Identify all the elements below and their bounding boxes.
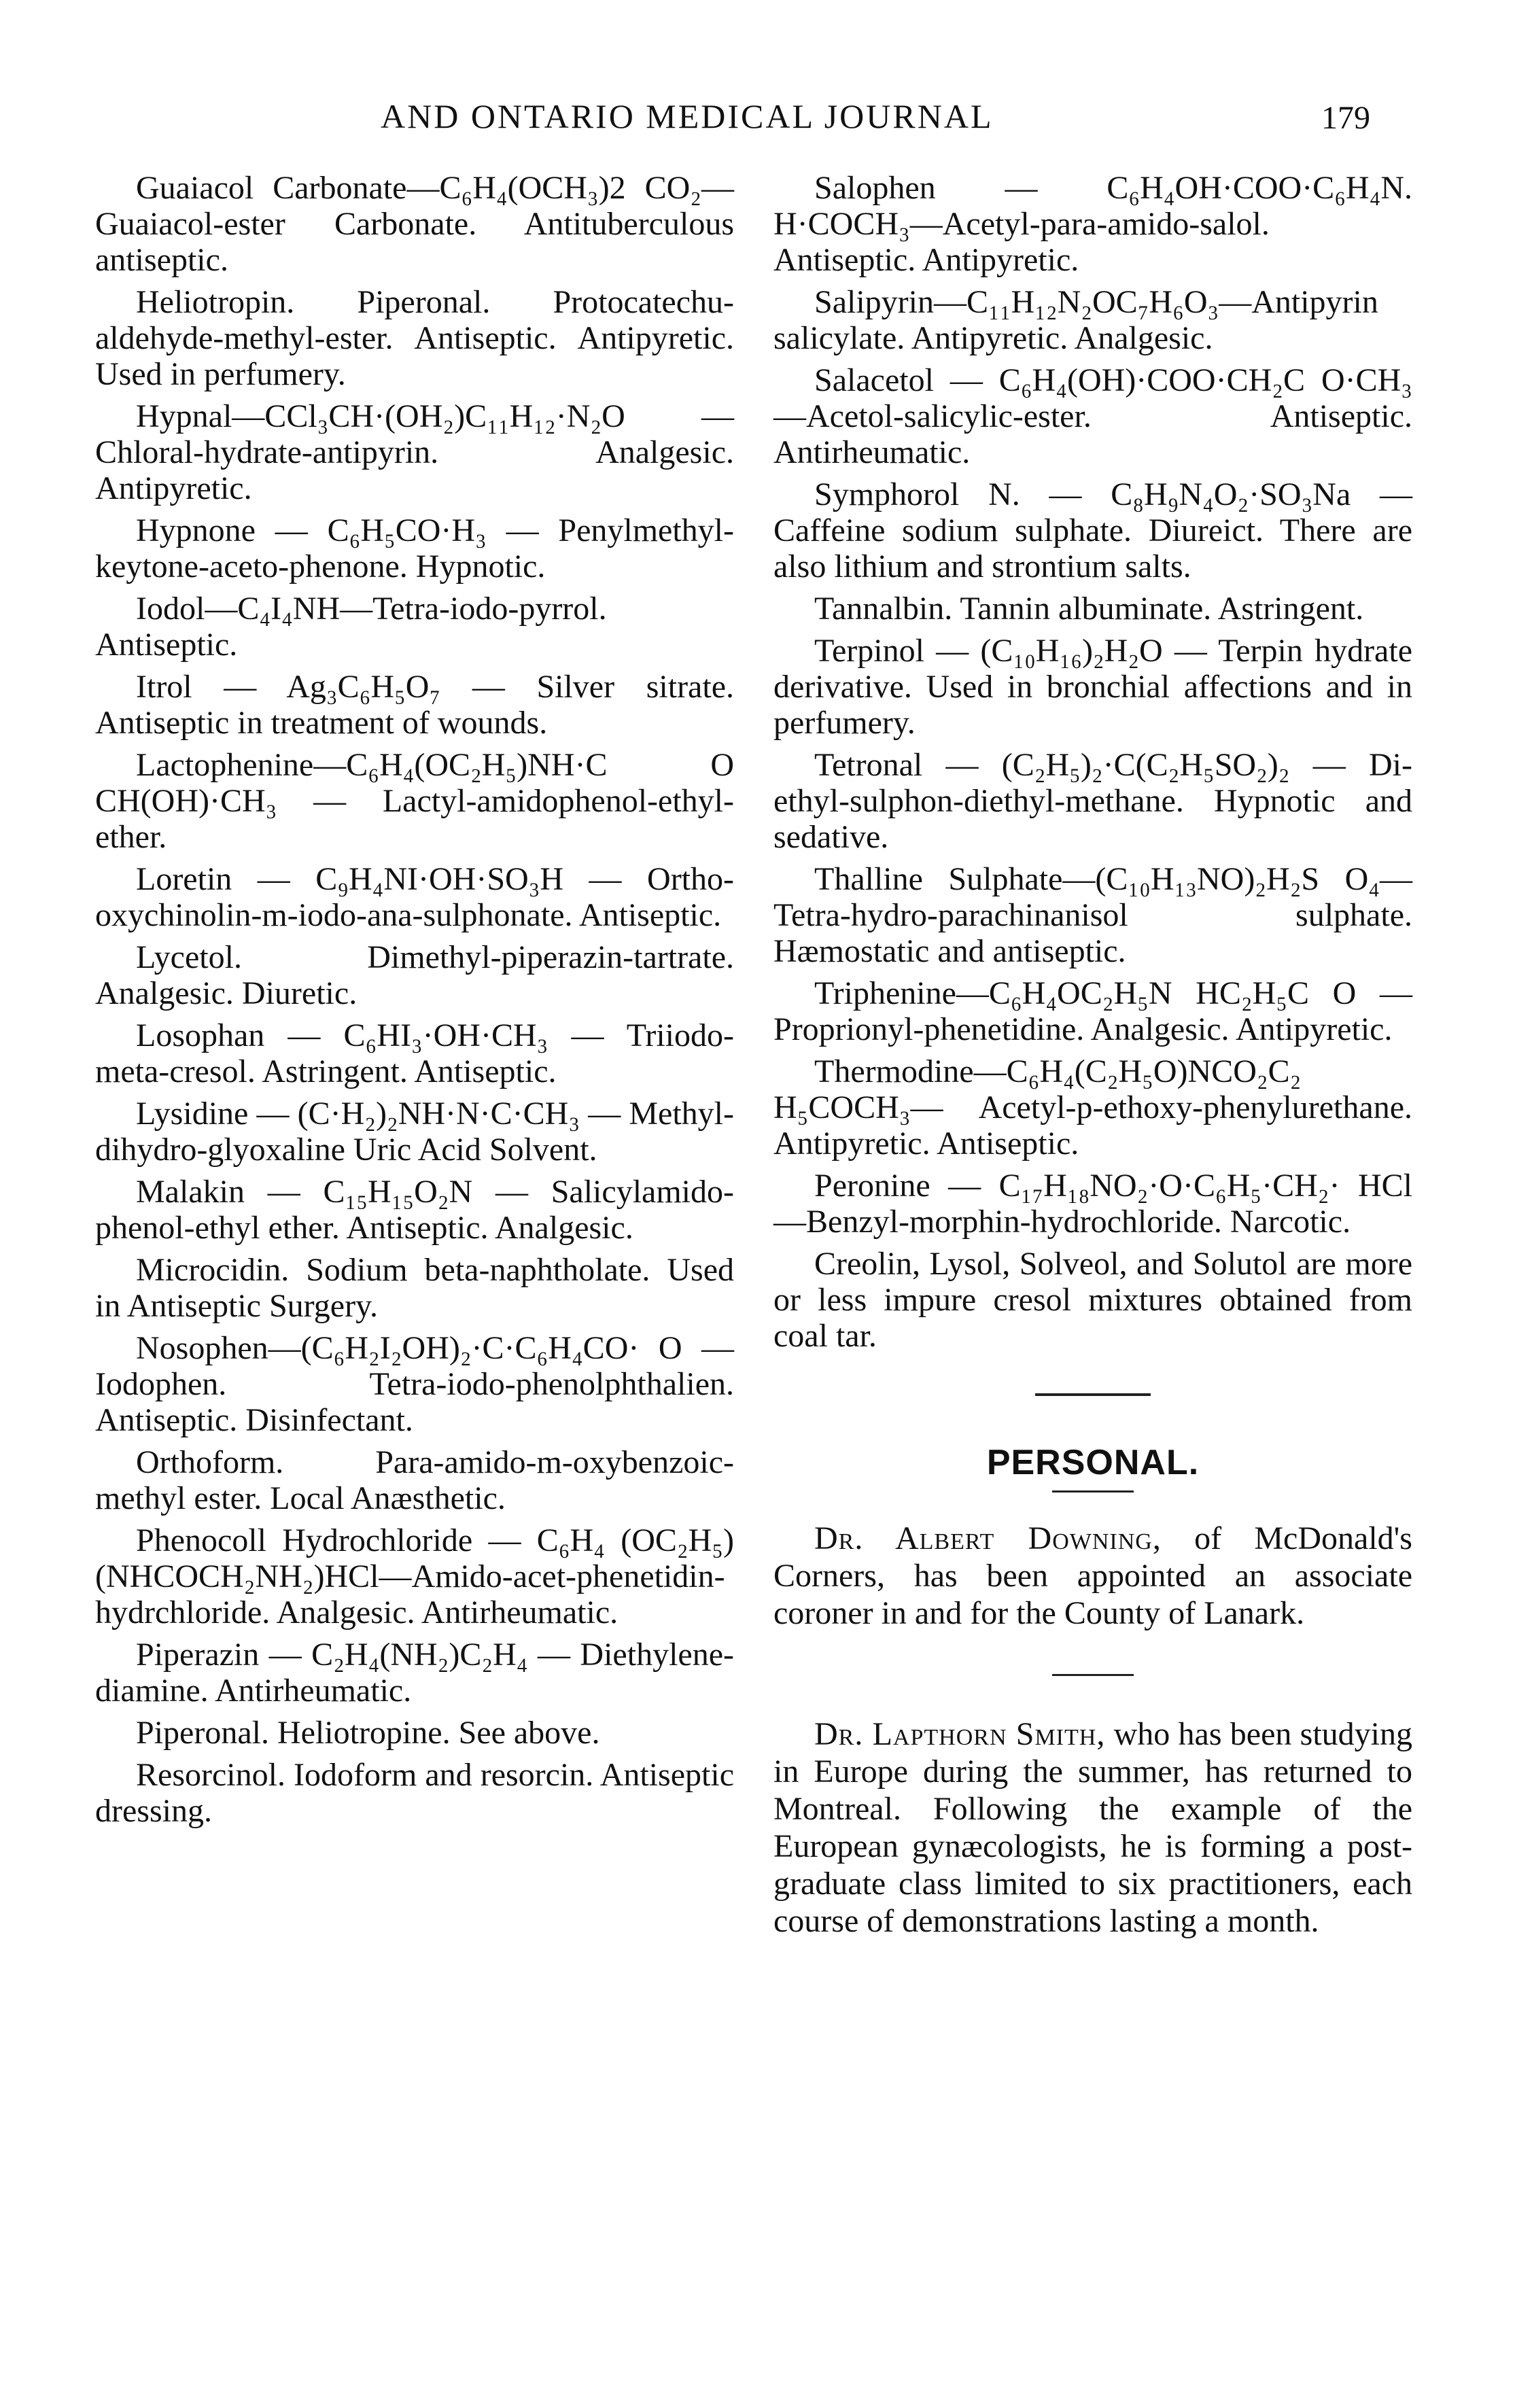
drug-entry: Salacetol — C₆H₄(OH)·COO·CH₂C O·CH₃—Acetol-salicylic-ester. Antiseptic. Antirheumatic. [773, 362, 1412, 470]
drug-entry: Nosophen—(C₆H₂I₂OH)₂·C·C₆H₄CO· O — Iodophen. Tetra-iodo-phenolphthalien. Antiseptic. Disinfectant. [95, 1330, 734, 1438]
drug-entry: Iodol—C₄I₄NH—Tetra-iodo-pyrrol. Antiseptic. [95, 591, 607, 663]
drug-entry: Lysidine — (C·H₂)₂NH·N·C·CH₃ — Methyl-dihydro-glyoxaline Uric Acid Solvent. [95, 1096, 734, 1168]
person-name: Dr. Albert Downing, [814, 1520, 1162, 1556]
drug-entry: Lycetol. Dimethyl-piperazin-tartrate. Analgesic. Diuretic. [95, 939, 734, 1011]
drug-entry: Resorcinol. Iodoform and resorcin. Antiseptic dressing. [95, 1757, 734, 1829]
person-name: Dr. Lapthorn Smith, [814, 1716, 1106, 1752]
drug-entry: Piperazin — C₂H₄(NH₂)C₂H₄ — Diethylene-diamine. Antirheumatic. [95, 1637, 734, 1709]
right-column [773, 170, 1412, 1940]
drug-entry: Tetronal — (C₂H₅)₂·C(C₂H₅SO₂)₂ — Di-ethyl-sulphon-diethyl-methane. Hypnotic and sedative. [773, 747, 1412, 855]
drug-entry: Thermodine—C₆H₄(C₂H₅O)NCO₂C₂ H₅COCH₃— Acetyl-p-ethoxy-phenylurethane. Antipyretic. Antiseptic. [773, 1053, 1412, 1162]
personal-heading: PERSONAL. [986, 1443, 1200, 1482]
drug-entry: Guaiacol Carbonate—C₆H₄(OCH₃)2 CO₂—Guaiacol-ester Carbonate. Antituberculous antiseptic. [95, 170, 734, 278]
section-divider [1035, 1393, 1151, 1396]
heading-underline [1052, 1490, 1134, 1493]
drug-entry: Lactophenine—C₆H₄(OC₂H₅)NH·C O CH(OH)·CH₃ — Lactyl-amidophenol-ethyl-ether. [95, 747, 734, 855]
drug-entry: Hypnal—CCl₃CH·(OH₂)C₁₁H₁₂·N₂O —Chloral-hydrate-antipyrin. Analgesic. Antipyretic. [95, 398, 734, 506]
drug-entry: Creolin, Lysol, Solveol, and Solutol are more or less impure cresol mixtures obtained from coal tar. [773, 1246, 1412, 1354]
drug-entry: Microcidin. Sodium beta-naphtholate. Used in Antiseptic Surgery. [95, 1252, 734, 1324]
personal-item-text: of McDonald's Corners, has been appointed an associate coroner in and for the County of Lanark. [773, 1520, 1412, 1631]
left-column [95, 170, 734, 1835]
item-divider [1052, 1674, 1134, 1676]
drug-entry: Triphenine—C₆H₄OC₂H₅N HC₂H₅C O — Proprionyl-phenetidine. Analgesic. Antipyretic. [773, 975, 1412, 1047]
drug-entry: Tannalbin. Tannin albuminate. Astringent. [814, 591, 1364, 627]
drug-entry: Itrol — Ag₃C₆H₅O₇ — Silver sitrate. Antiseptic in treatment of wounds. [95, 669, 734, 741]
drug-entry: Peronine — C₁₇H₁₈NO₂·O·C₆H₅·CH₂· HCl—Benzyl-morphin-hydrochloride. Narcotic. [773, 1168, 1412, 1240]
drug-entry: Losophan — C₆HI₃·OH·CH₃ — Triiodo-meta-cresol. Astringent. Antiseptic. [95, 1017, 734, 1089]
drug-entry: Piperonal. Heliotropine. See above. [136, 1715, 600, 1751]
drug-entry: Symphorol N. — C₈H₉N₄O₂·SO₃Na —Caffeine sodium sulphate. Diureict. There are also lithium and strontium salts. [773, 476, 1412, 584]
drug-entry: Heliotropin. Piperonal. Protocatechu-aldehyde-methyl-ester. Antiseptic. Antipyretic. Used in perfumery. [95, 284, 734, 392]
drug-entry: Malakin — C₁₅H₁₅O₂N — Salicylamido-phenol-ethyl ether. Antiseptic. Analgesic. [95, 1174, 734, 1246]
drug-entry: Terpinol — (C₁₀H₁₆)₂H₂O — Terpin hydrate derivative. Used in bronchial affections and in perfumery. [773, 633, 1412, 741]
drug-entry: Salophen — C₆H₄OH·COO·C₆H₄N. H·COCH₃—Acetyl-para-amido-salol. Antiseptic. Antipyretic. [773, 170, 1412, 278]
personal-item [773, 1520, 1412, 1632]
personal-item-text: who has been studying in Europe during the summer, has returned to Montreal. Following the example of the European gynæcologists, he is forming a post-graduate class limited to six practitioners, each course of demonstrations lasting a month. [773, 1716, 1413, 1939]
running-title: AND ONTARIO MEDICAL JOURNAL [381, 97, 994, 135]
drug-entry: Orthoform. Para-amido-m-oxybenzoic-methyl ester. Local Anæsthetic. [95, 1444, 734, 1516]
page-number: 179 [1321, 100, 1370, 136]
drug-entry: Salipyrin—C₁₁H₁₂N₂OC₇H₆O₃—Antipyrin salicylate. Antipyretic. Analgesic. [773, 284, 1378, 356]
drug-entry: Loretin — C₉H₄NI·OH·SO₃H — Ortho-oxychinolin-m-iodo-ana-sulphonate. Antiseptic. [95, 861, 734, 933]
personal-item [773, 1715, 1412, 1940]
drug-entry: Thalline Sulphate—(C₁₀H₁₃NO)₂H₂S O₄—Tetra-hydro-parachinanisol sulphate. Hæmostatic and antiseptic. [773, 861, 1412, 969]
drug-entry: Phenocoll Hydrochloride — C₆H₄ (OC₂H₅)(NHCOCH₂NH₂)HCl—Amido-acet-phenetidin-hydrchloride. Analgesic. Antirheumatic. [95, 1522, 734, 1630]
drug-entry: Hypnone — C₆H₅CO·H₃ — Penylmethyl-keytone-aceto-phenone. Hypnotic. [95, 512, 734, 584]
